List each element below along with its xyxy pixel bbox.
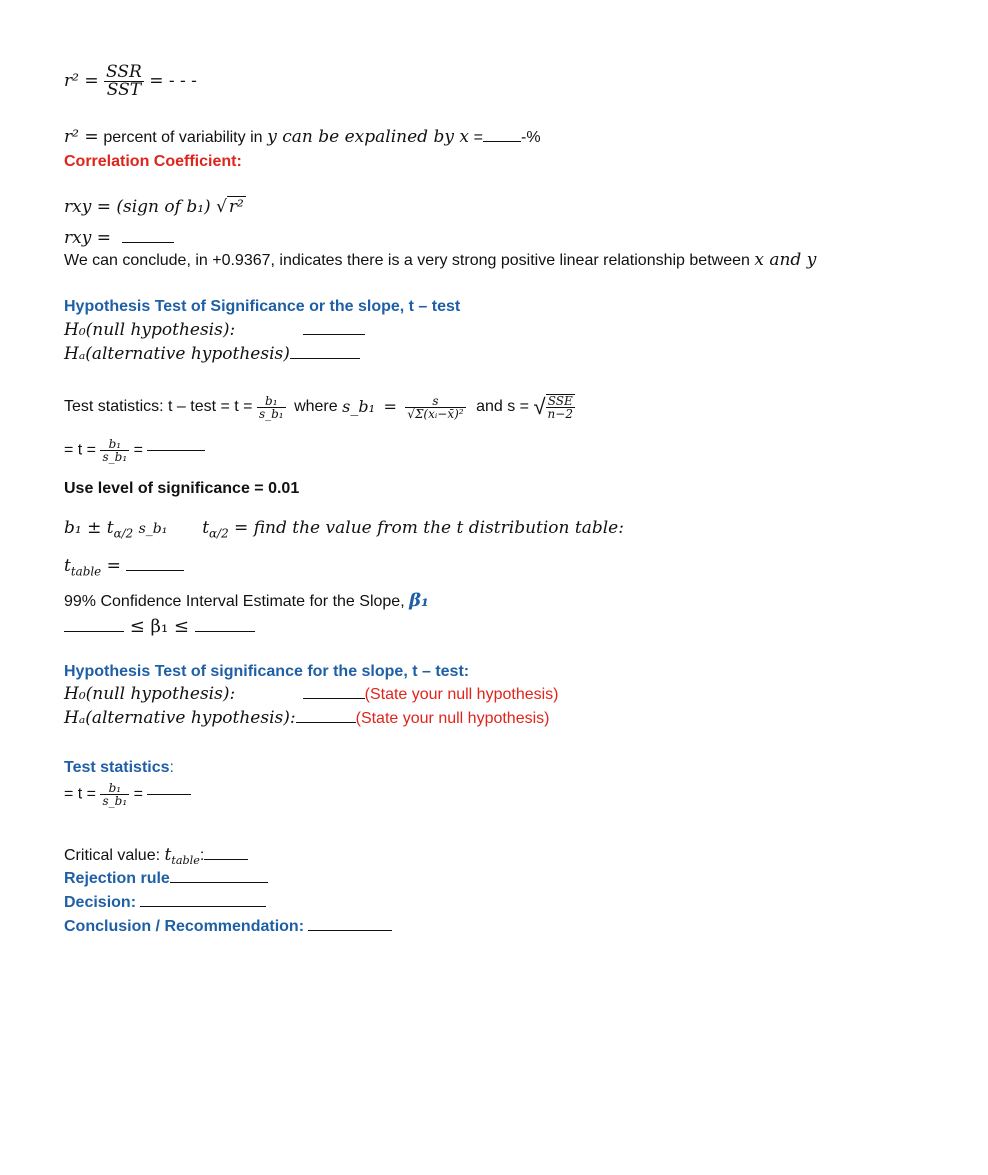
hyp1-ha-blank[interactable]	[290, 358, 360, 359]
r2-text-expr: y can be expalined by x	[267, 127, 469, 147]
decision-label: Decision:	[64, 894, 137, 911]
ci-upper-blank[interactable]	[195, 631, 255, 632]
ts2-lhs: = t =	[64, 785, 97, 803]
sb-fraction	[405, 395, 465, 420]
sse-den: n−2	[547, 407, 573, 421]
sse-sqrt-sign: √	[533, 394, 546, 419]
rxy-formula	[64, 199, 246, 216]
ts-sb: s_b₁	[342, 397, 375, 416]
hyp2-ha-note: (State your null hypothesis)	[355, 710, 550, 727]
t-line-eq: =	[133, 441, 143, 459]
rxy-lhs: rxy =	[64, 197, 111, 217]
ci-lower-blank[interactable]	[64, 631, 124, 632]
ts2-num: b₁	[108, 781, 122, 795]
critical-t: t	[164, 845, 172, 865]
r2-text-line	[64, 128, 541, 146]
ts2-blank[interactable]	[147, 794, 191, 795]
rejection-line	[64, 871, 268, 887]
ci-bounds: ≤ β₁ ≤	[129, 616, 189, 637]
ci-left: b₁ ± t	[64, 518, 114, 538]
hyp2-h0-line	[64, 686, 559, 703]
test-stats-label: Test statistics: t – test = t =	[64, 398, 253, 415]
conclusion-line	[64, 252, 816, 269]
ci-t-alpha-sub: α/2	[209, 526, 229, 541]
rxy-blank[interactable]	[122, 242, 174, 243]
significance-level: Use level of significance = 0.01	[64, 480, 300, 497]
ci-sb: s_b₁	[138, 521, 168, 537]
ci-heading-text: 99% Confidence Interval Estimate for the Slope,	[64, 593, 405, 610]
ts2-heading-line	[64, 760, 174, 776]
ttable-sub: table	[70, 564, 102, 579]
r2-text-eq: =	[473, 129, 484, 146]
r2-formula	[64, 64, 197, 99]
ttable-t: t	[64, 556, 71, 576]
sse-num: SSE	[547, 394, 573, 408]
r2-text-suffix: -%	[521, 129, 541, 146]
decision-line	[64, 895, 266, 911]
r2-numerator: SSR	[106, 62, 142, 82]
ttable-blank[interactable]	[126, 570, 184, 571]
decision-blank[interactable]	[140, 906, 266, 907]
hyp2-heading: Hypothesis Test of significance for the slope, t – test:	[64, 663, 470, 680]
critical-sub: table	[171, 854, 200, 868]
hyp1-ha-line	[64, 346, 360, 363]
sb-den: √Σ(xᵢ−x̄)²	[407, 406, 464, 421]
ts-num: b₁	[265, 393, 278, 408]
hyp1-h0: H₀(null hypothesis):	[64, 320, 236, 340]
hyp1-h0-line	[64, 322, 365, 339]
sse-fraction	[546, 394, 575, 420]
r2-tail: = - - -	[149, 71, 197, 91]
ci-formula-line	[64, 518, 624, 541]
ci-heading-beta: β₁	[409, 590, 429, 611]
ts2-eq: =	[133, 785, 143, 803]
recommendation-blank[interactable]	[308, 930, 392, 931]
hyp1-heading: Hypothesis Test of Significance or the slope, t – test	[64, 298, 461, 315]
t-line-lhs: = t =	[64, 441, 97, 459]
rxy-radicand: r²	[228, 197, 244, 217]
ci-right: = find the value from the t distribution table:	[234, 518, 624, 538]
hyp2-ha-line	[64, 710, 549, 727]
critical-label: Critical value:	[64, 847, 161, 864]
recommendation-label: Conclusion / Recommendation:	[64, 918, 305, 935]
ttable-eq: =	[106, 556, 121, 576]
critical-blank[interactable]	[204, 859, 248, 860]
hyp1-h0-blank[interactable]	[303, 334, 365, 335]
correlation-heading: Correlation Coefficient:	[64, 153, 242, 170]
ts2-heading: Test statistics	[64, 759, 170, 776]
rejection-label: Rejection rule	[64, 870, 170, 887]
ci-alpha: α/2	[113, 526, 134, 541]
t-line	[64, 438, 205, 463]
ts-and: and s =	[476, 398, 529, 415]
rejection-blank[interactable]	[170, 882, 268, 883]
ts-fraction	[257, 395, 286, 420]
ts2-fraction	[100, 782, 129, 807]
ts-eq: =	[383, 397, 397, 416]
r2-text-lhs: r² =	[64, 127, 99, 147]
t-line-den: s_b₁	[102, 450, 128, 464]
ts2-den: s_b₁	[102, 794, 128, 808]
t-line-blank[interactable]	[147, 450, 205, 451]
rxy-value-lhs: rxy =	[64, 228, 111, 248]
sb-num: s	[432, 393, 439, 408]
rxy-body: (sign of b₁)	[116, 197, 211, 217]
hyp2-h0: H₀(null hypothesis):	[64, 684, 236, 704]
rxy-value-line	[64, 230, 174, 247]
hyp2-h0-note: (State your null hypothesis)	[364, 686, 559, 703]
test-stats-line	[64, 394, 575, 420]
conclusion-math: x and y	[754, 250, 817, 270]
hyp2-ha: Hₐ(alternative hypothesis):	[64, 708, 296, 728]
hyp2-h0-blank[interactable]	[303, 698, 365, 699]
ts2-colon: :	[169, 759, 174, 776]
t-line-num: b₁	[108, 437, 122, 451]
ttable-line	[64, 556, 184, 579]
r2-fraction	[104, 64, 144, 99]
recommendation-line	[64, 919, 392, 935]
r2-denominator: SST	[104, 81, 144, 99]
ci-t-alpha: t	[202, 518, 210, 538]
ts2-line	[64, 782, 191, 807]
r2-blank[interactable]	[483, 141, 521, 142]
hyp2-ha-blank[interactable]	[296, 722, 356, 723]
r2-text-body: percent of variability in	[103, 129, 263, 146]
ci-bounds-line	[64, 618, 255, 636]
conclusion-text: We can conclude, in +0.9367, indicates there is a very strong positive linear relationship between	[64, 252, 750, 269]
ts-where: where	[294, 398, 338, 415]
hyp1-ha: Hₐ(alternative hypothesis)	[64, 344, 290, 364]
critical-colon: :	[199, 847, 205, 864]
t-line-fraction	[100, 438, 129, 463]
r2-lhs: r² =	[64, 71, 99, 91]
ts-den: s_b₁	[258, 406, 284, 421]
ci-heading	[64, 592, 429, 610]
critical-line	[64, 845, 248, 868]
sqrt-sign: √	[216, 197, 227, 217]
